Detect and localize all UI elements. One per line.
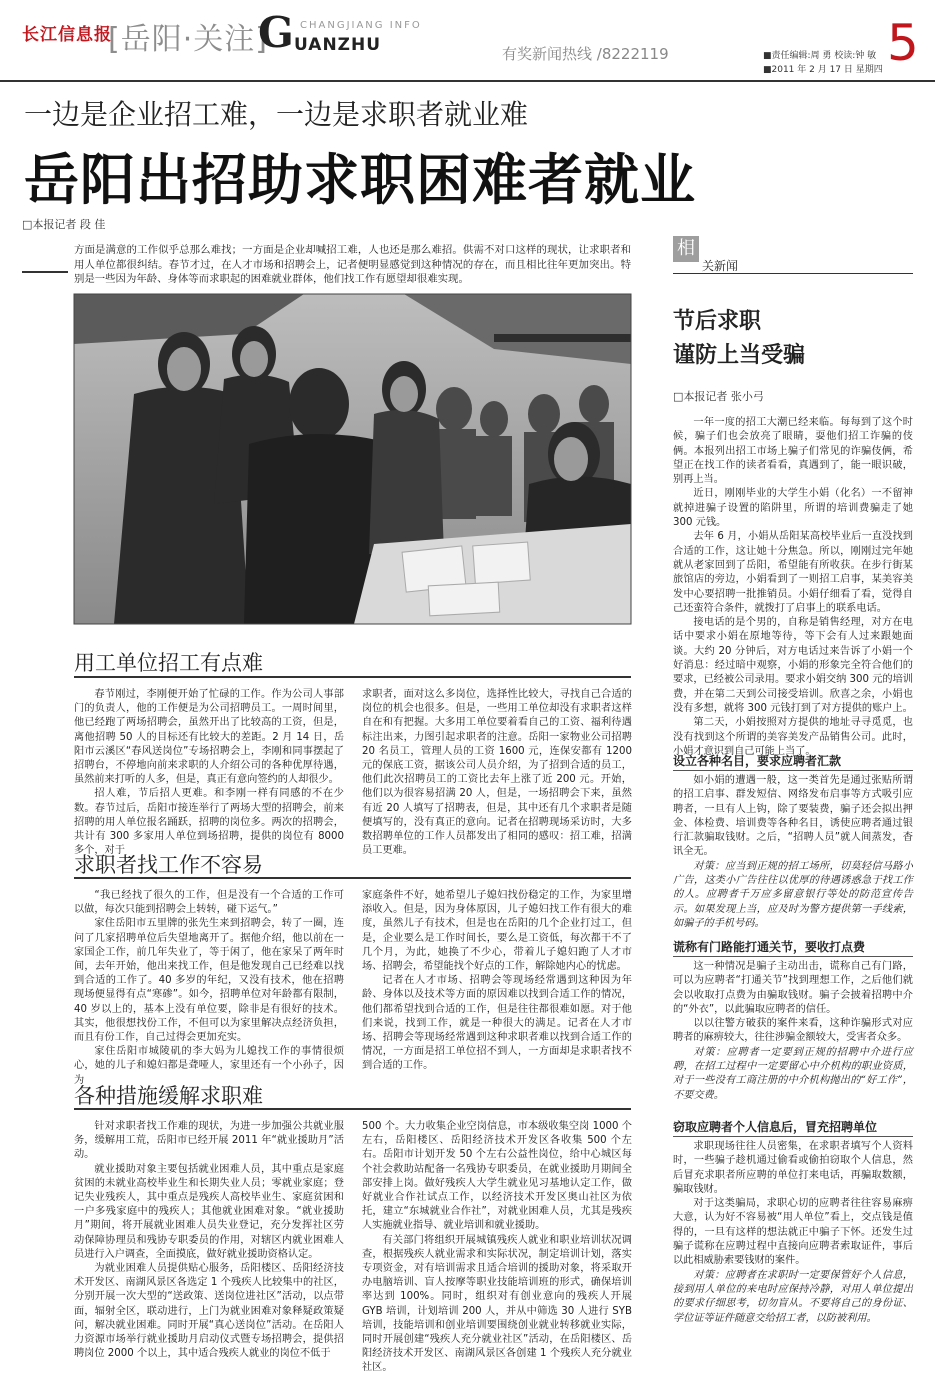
- paragraph: 就业援助对象主要包括就业困难人员，其中重点是家庭贫困的未就业高校毕业生和长期失业人员；零就业家庭；登记失业残疾人，其中重点是残疾人高校毕业生、家庭贫困和一户多残家庭中的残疾人；其他就业困难对象。“就业援助月”期间，将开展就业困难人员失业登记，充分发挥社区劳动保障协理员和残协专职委员的作用，对辖区内就业困难人员进行入户调查，全面摸底，做好就业援助资格认定。: [74, 1163, 344, 1260]
- page-number: 5: [887, 14, 919, 72]
- paragraph: 对于这类骗局，求职心切的应聘者往往容易麻痹大意，认为好不容易被“用人单位”看上，交点钱是值得的，一旦有这样的想法就正中骗子下怀。还发生过骗子谎称在应聘过程中直接向应聘者索取证件，事后以此相威胁索要钱财的案件。: [673, 1198, 913, 1267]
- tip-advice: 对策：应聘者一定要到正规的招聘中介进行应聘，在招工过程中一定要留心中介机构的职业资质，对于一些没有工商注册的中介机构抛出的“好工作”，不要交费。: [673, 1046, 913, 1101]
- section-title-measures: 各种措施缓解求职难: [74, 1084, 263, 1108]
- tip-rule: [673, 956, 913, 957]
- paragraph: 记者在人才市场、招聘会等现场经常遇到这种因为年龄、身体以及技术等方面的原因难以找到合适工作的情况，他们都希望找到合适的工作，但是往往都很难如愿。对于他们来说，找到工作，就是一种很大的满足。记者在人才市场、招聘会等现场经常遇到这种求职者难以找到合适工作的情况，一方面是招工单位招不到人，一方面却是求职者找不到合适的工作。: [362, 975, 632, 1072]
- logo-title: UANZHU: [294, 35, 382, 55]
- paragraph: 针对求职者找工作难的现状，为进一步加强公共就业服务，缓解用工荒，岳阳市已经开展 2011 年“就业援助月”活动。: [74, 1121, 344, 1161]
- paragraph: 如小娟的遭遇一般，这一类首先是通过张贴所谓的招工启事、群发短信、网络发布启事等方式吸引应聘者，一旦有人上钩，除了要装费，骗子还会拟出押金、体检费、培训费等各种名目，诱使应聘者通过银行汇款骗取钱财。之后，“招聘人员”就人间蒸发，杳讯全无。: [673, 775, 913, 858]
- section3-column-right: [362, 1120, 632, 1374]
- article-headline: 岳阳出招助求职困难者就业: [24, 148, 697, 212]
- section-name: [岳阳·关注]: [108, 22, 268, 57]
- section2-column-left: [74, 889, 344, 1086]
- section-rule: [74, 877, 631, 879]
- sidebar-title-line1: 节后求职: [673, 309, 762, 334]
- section-title-jobseekers: 求职者找工作不容易: [74, 853, 263, 877]
- paragraph: 500 个。大力收集企业空岗信息，市本级收集空岗 1000 个左右，岳阳楼区、岳阳经济技术开发区各收集 500 个左右。岳阳市计划开发 50 个左右公益性岗位，给中心城区每个社会救助站配备一名残协专职委员，在就业援助月期间全部安排上岗。做好残疾人大学生就业见习基地认定工作，做好就业合作社试点工作，以经济技术开发区奥山社区为依托，建立“东城就业合作社”，对就业困难人员，尤其是残疾人实施就业指导、就业培训和就业援助。: [362, 1121, 632, 1232]
- tip-body-2: [673, 960, 913, 1110]
- paragraph: 求职现场往往人员密集，在求职者填写个人资料时，一些骗子趁机通过偷看或偷拍窃取个人信息，然后冒充求职者所应聘的单位打来电话，再骗取数额，骗取钱财。: [673, 1141, 913, 1195]
- paragraph: 春节刚过，李刚便开始了忙碌的工作。作为公司人事部门的负责人，他的工作便是为公司招聘员工。一周时间里，他已经跑了两场招聘会，虽然开出了比较高的工资，但是，离他招聘 50 人的目标还有比较大的差距。2 月 14 日，岳阳市云溪区“春风送岗位”专场招聘会上，李刚和同事摆起了招聘台，不停地向前来求职的人介绍公司的各种优厚待遇，虽然前来打听的人多，但是，真正有意向签约的人却很少。: [74, 689, 344, 786]
- paragraph: 以以往警方破获的案件来看，这种诈骗形式对应聘者的麻痹较大，往往涉骗金额较大，受害者众多。: [673, 1018, 913, 1044]
- paragraph: 去年 6 月，小娟从岳阳某高校毕业后一直没找到合适的工作，这让她十分焦急。所以，刚刚过完年她就从老家回到了岳阳，希望能有所收获。在步行街某旅馆店的旁边，小娟看到了一则招工启事，某美容美发中心要招聘一批推销员。小娟仔细看了看，觉得自己还蛮符合条件，就拨打了启事上的联系电话。: [673, 531, 913, 614]
- news-hotline: 有奖新闻热线 /8222119: [502, 45, 669, 63]
- section-title-recruit: 用工单位招工有点难: [74, 651, 263, 675]
- logo-subtitle: CHANGJIANG INFO: [300, 20, 422, 31]
- job-fair-photo: [74, 294, 631, 624]
- tip-heading-1: 设立各种名目，要求应聘者汇款: [673, 754, 842, 768]
- masthead: [0, 0, 935, 82]
- related-rule: [673, 273, 913, 274]
- tip-body-3: [673, 1140, 913, 1362]
- section1-column-left: [74, 688, 344, 857]
- section-rule: [74, 1108, 631, 1110]
- paragraph: 招人难，节后招人更难。和李刚一样有同感的不在少数。春节过后，岳阳市接连举行了两场大型的招聘会，前来招聘的用人单位报名踊跃，招聘的岗位多。两次的招聘会，共计有 300 多家用人单位到场招聘，提供的岗位有 8000 多个，对于: [74, 788, 344, 857]
- date-line: ■2011 年 2 月 17 日 星期四: [763, 65, 883, 75]
- section-rule: [74, 676, 631, 678]
- paragraph: 家庭条件不好，她希望儿子媳妇找份稳定的工作，为家里增添收入。但是，因为身体原因，儿子媳妇找工作有很大的难度，虽然儿子有技术，但是也在岳阳的几个企业打过工，但是，企业要么是工作时间长，要么是工资低，每次都干不了几个月，为此，她换了不少心，带着儿子媳妇跑了人才市场、招聘会，希望能找个好点的工作，解除她内心的忧虑。: [362, 890, 632, 973]
- tip-rule: [673, 770, 913, 771]
- paragraph: “我已经找了很久的工作，但是没有一个合适的工作可以做，每次只能到招聘会上转转，碰下运气。”: [74, 890, 344, 916]
- article-lead: 方面是满意的工作似乎总那么难找；一方面是企业却喊招工难，人也还是那么难招。供需不对口这样的现状，让求职者和用人单位都很纠结。春节才过，在人才市场和招聘会上，记者便明显感觉到这种情况的存在，而且相比往年更加突出。特别是一些因为年龄、身体等而求职起的困难就业群体，他们找工作有愿望却很难实现。: [74, 244, 631, 285]
- editor-line: ■责任编辑:周 勇 校读:钟 敏: [763, 51, 877, 61]
- paragraph: 有关部门将组织开展城镇残疾人就业和职业培训状况调查，根据残疾人就业需求和实际状况，制定培训计划，落实专项资金，对有培训需求且适合培训的援助对象，将采取开办电脑培训、盲人按摩等职业技能培训班的形式，确保培训率达到 100%。同时，组织对有创业意向的残疾人开展 GYB 培训，计划培训 200 人，并从中筛选 30 人进行 SYB 培训，技能培训和创业培训要围绕创业就业转移就业实际，同时开展创建“残疾人充分就业社区”活动，在岳阳楼区、岳阳经济技术开发区、南湖风景区各创建 1 个残疾人充分就业社区。: [362, 1234, 632, 1374]
- paragraph: 接电话的是个男的，自称是销售经理，对方在电话中要求小娟在原地等待，等下会有人过来跟她面谈。大约 20 分钟后，对方电话过来告诉了小娟一个好消息：经过暗中观察，小娟的形象完全符合他们的要求，已经被公司录用。要求小娟交纳 300 元的培训费，并在第二天到公司接受培训。欣喜之余，小娟也没有多想，就将 300 元钱打到了对方提供的账户上。: [673, 617, 913, 714]
- paragraph: 第二天，小娟按照对方提供的地址寻寻觅觅，也没有找到这个所谓的美容美发产品销售公司。此时，小娟才意识到自己可能上当了。: [673, 717, 913, 757]
- job-fair-photo-icon: [74, 294, 631, 624]
- related-news-label: 关新闻: [702, 259, 739, 273]
- paragraph: 近日，刚刚毕业的大学生小娟（化名）一不留神就掉进骗子设置的陷阱里，所谓的培训费骗走了她 300 元钱。: [673, 488, 913, 529]
- paragraph: 求职者，面对这么多岗位，选择性比较大，寻找自己合适的岗位的机会也很多。但是，一些用工单位却没有求职者这样自在和有把握。大多用工单位要着看自己的工资、福利待遇标注出来，力图引起求职者的注意。岳阳一家物业公司招聘 20 名员工，管理人员的工资 1600 元，连保安都有 1200 元的保底工资，据该公司人员介绍，为了招到合适的员工，他们此次招聘员工的工资比去年上涨了近 200 元。开始，他们以为很容易招满 20 人，但是，一场招聘会下来，虽然有近 20 人填写了招聘表，但是，其中还有几个求职者是随便填写的，没有真正的意向。记者在招聘现场采访时，大多数招聘单位的工作人员都发出了相同的感叹：招工难，招满员工更难。: [362, 689, 632, 857]
- sidebar-byline: □本报记者 张小弓: [673, 390, 764, 403]
- sidebar-intro: [673, 416, 913, 757]
- sidebar-title-line2: 谨防上当受骗: [673, 343, 806, 368]
- tip-advice: 对策：应当到正规的招工场所，切莫轻信马路小广告，这类小广告往往以优厚的待遇诱惑急于找工作的人。应聘者千万应多留意银行等处的防范宣传告示。如果发现上当，应及时为警方提供第一手线索，如骗子的手机号码。: [673, 860, 913, 929]
- tip-advice: 对策：应聘者在求职时一定要保管好个人信息，接到用人单位的来电时应保持冷静，对用人单位提出的要求仔细思考，切勿盲从。不要将自己的身份证、学位证等证件随意交给招工者，以防被利用。: [673, 1269, 913, 1324]
- tip-body-1: [673, 774, 913, 930]
- section1-column-right: [362, 688, 632, 857]
- paper-name: 长江信息报: [22, 25, 112, 45]
- tip-heading-3: 窃取应聘者个人信息后，冒充招聘单位: [673, 1120, 878, 1134]
- section3-column-left: [74, 1120, 344, 1362]
- paragraph: 为就业困难人员提供贴心服务，岳阳楼区、岳阳经济技术开发区、南湖风景区各选定 1 个残疾人比较集中的社区，分别开展一次大型的“送政策、送岗位进社区”活动，以点带面，辐射全区，联动进行，上门为就业困难对象释疑政策疑问，解决就业困难。同时开展“真心送岗位”活动。在岳阳人力资源市场举行就业援助月启动仪式暨专场招聘会，提供招聘岗位 2000 个以上，其中适合残疾人就业的岗位不低于: [74, 1263, 344, 1360]
- article-byline: □本报记者 段 佳: [22, 218, 106, 231]
- logo-letter: G: [258, 8, 294, 57]
- paragraph: 这一种情况是骗子主动出击，谎称自己有门路，可以为应聘者“打通关节”找到理想工作，之后他们就会以收取打点费为由骗取钱财。骗子会披着招聘中介的“外衣”，以此骗取应聘者的信任。: [673, 961, 913, 1015]
- paragraph: 一年一度的招工大潮已经来临。每每到了这个时候，骗子们也会放亮了眼睛，耍他们招工诈骗的伎俩。本报列出招工市场上骗子们常见的诈骗伎俩，希望正在找工作的读者看看，真遇到了，能一眼识破，别再上当。: [673, 417, 913, 486]
- tip-rule: [673, 1136, 913, 1137]
- section2-column-right: [362, 889, 632, 1072]
- related-news-badge: 相: [673, 236, 699, 262]
- article-kicker: 一边是企业招工难，一边是求职者就业难: [24, 98, 529, 131]
- tip-heading-2: 谎称有门路能打通关节，要收打点费: [673, 940, 866, 954]
- paragraph: 家住岳阳市城陵矶的李大妈为儿媳找工作的事情很烦心，她的儿子和媳妇都是聋哑人，家里还有一个小孙子，因为: [74, 1046, 344, 1086]
- paragraph: 家住岳阳市五里牌的张先生来到招聘会，转了一圈，连问了几家招聘单位后失望地离开了。据他介绍，他以前在一家国企工作，前几年失业了，等于闲了，他在家呆了两年时间，去年开始，他出来找工作，但是他发现自己已经难以找到合适的工作了。40 多岁的年纪，又没有技术，他在招聘现场便显得有点“寒碜”。如今，招聘单位对年龄都有限制，40 岁以上的，基本上没有单位要，除非是有很好的技术。其实，他很想找份工作，不但可以为家里解决点经济负担，而且有份工作，自己过得会更加充实。: [74, 918, 344, 1044]
- lead-rule: [22, 271, 68, 273]
